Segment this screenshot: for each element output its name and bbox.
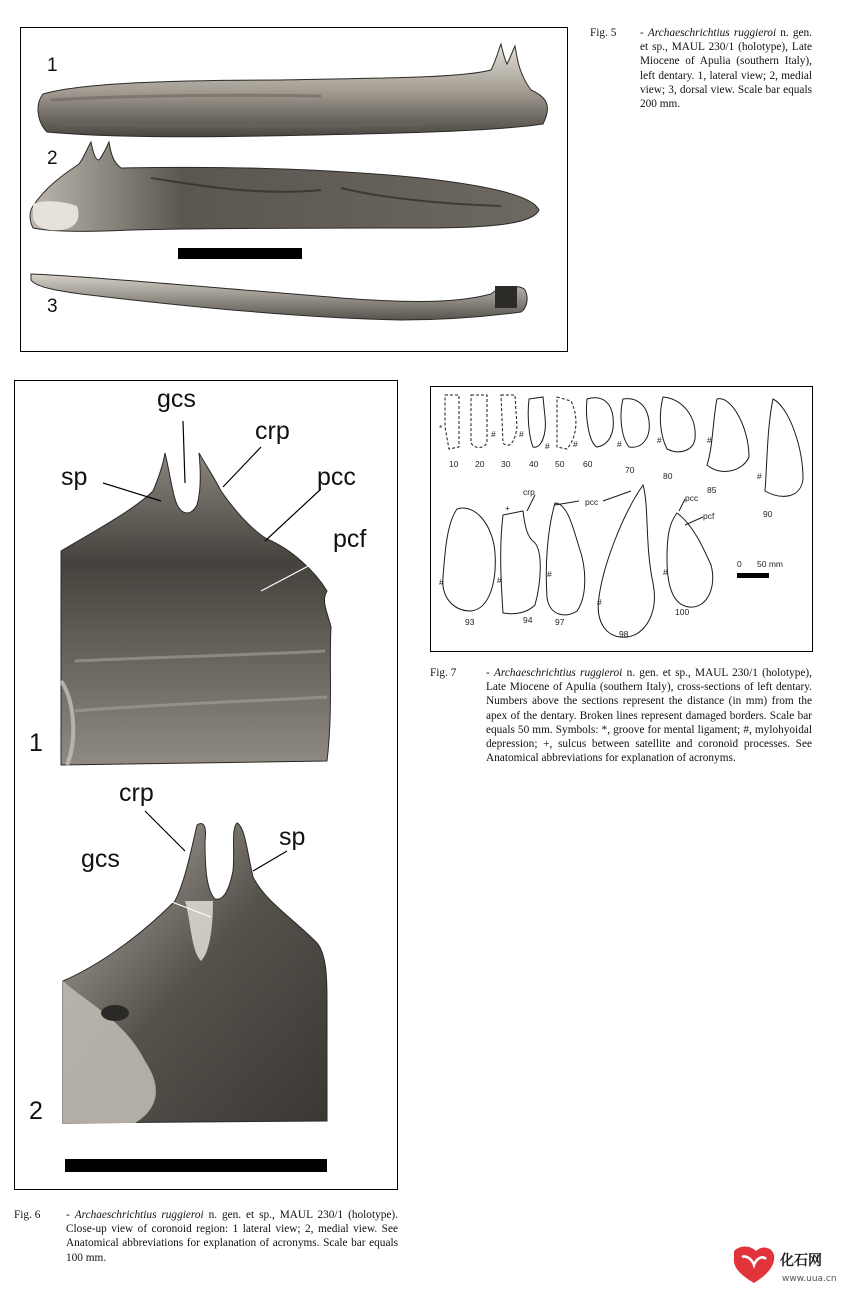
fig7-label-pcf: pcf <box>703 511 715 521</box>
fig7-num-94: 94 <box>523 615 533 625</box>
fig5-caption-label: Fig. 5 <box>590 27 617 39</box>
fig7-caption-species: Archaeschrichtius ruggieroi <box>494 667 623 679</box>
watermark-url: www.uua.cn <box>782 1274 837 1284</box>
fig6-frame <box>14 380 398 1190</box>
fig7-label-crp: crp <box>523 487 535 497</box>
fig7-section-97 <box>546 503 584 615</box>
fig7-symbol-hash-80: # <box>657 435 662 445</box>
fig7-num-80: 80 <box>663 471 673 481</box>
fig7-symbol-hash-98: # <box>597 597 602 607</box>
fig7-symbol-hash-30: # <box>519 429 524 439</box>
watermark-logo <box>730 1243 848 1287</box>
watermark-name: 化石网 <box>780 1253 822 1269</box>
fig7-caption-text: - Archaeschrichtius ruggieroi n. gen. et sp., MAUL 230/1 (holotype), Late Miocene of Apulia (southern Italy), cross-sections of left dentary. Numbers above the sections represent the distance (in mm) from the apex of the dentary. Broken lines represent damaged borders. Scale bar equals 50 mm. Symbols: *, groove for mental ligament; #, mylohyoidal depression; +, sulcus between satellite and coronoid processes. See Anatomical abbreviations for explanation of acronyms. <box>486 667 812 765</box>
fig7-num-70: 70 <box>625 465 635 475</box>
fig7-num-30: 30 <box>501 459 511 469</box>
fig7-num-50: 50 <box>555 459 565 469</box>
fig7-caption <box>430 666 812 826</box>
fig7-symbol-hash-97: # <box>547 569 552 579</box>
fig7-num-93: 93 <box>465 617 475 627</box>
fig7-symbol-plus: + <box>505 503 510 513</box>
fig7-num-60: 60 <box>583 459 593 469</box>
fig7-section-94 <box>501 511 541 614</box>
fig5-caption-text: - Archaeschrichtius ruggieroi n. gen. et sp., MAUL 230/1 (holotype), Late Miocene of Apulia (southern Italy), left dentary. 1, lateral view; 2, medial view; 3, dorsal view. Scale bar equals 200 mm. <box>640 27 812 111</box>
fig7-symbol-hash-93: # <box>439 577 444 587</box>
fig6-label-gcs: gcs <box>157 385 196 413</box>
fig7-section-93 <box>443 508 496 611</box>
fig7-num-85: 85 <box>707 485 717 495</box>
fig5-frame <box>20 27 568 352</box>
fig7-section-100 <box>667 513 713 607</box>
fig7-symbol-hash-100: # <box>663 567 668 577</box>
fig7-num-10: 10 <box>449 459 459 469</box>
fig7-num-100: 100 <box>675 607 690 617</box>
fig5-panel-1-number: 1 <box>47 55 58 76</box>
fig6-label-sp-2: sp <box>279 823 306 851</box>
fig7-caption-body: n. gen. et sp., MAUL 230/1 (holotype), Late Miocene of Apulia (southern Italy), cross-sections of left dentary. Numbers above the sections represent the distance (in mm) from the apex of the dentary. Broken lines represent damaged borders. Scale bar equals 50 mm. Symbols: *, groove for mental ligament; #, mylohyoidal depression; +, sulcus between satellite and coronoid processes. See Anatomical abbreviations for explanation of acronyms. <box>486 667 812 765</box>
fig5-dentary-photos <box>21 28 567 351</box>
fig6-caption-species: Archaeschrichtius ruggieroi <box>74 1209 204 1221</box>
fig7-section-40 <box>528 397 545 447</box>
fig6-coronoid-photos <box>15 381 397 1189</box>
fig5-dentary-lateral <box>38 44 547 137</box>
fig5-caption <box>590 26 812 146</box>
fig6-caption-body: n. gen. et sp., MAUL 230/1 (holotype). Close-up view of coronoid region: 1 lateral view; 2, medial view. See Anatomical abbreviations for explanation of acronyms. Scale bar equals 100 mm. <box>66 1209 398 1264</box>
fig7-num-40: 40 <box>529 459 539 469</box>
fig5-panel-3-number: 3 <box>47 296 58 317</box>
fig7-num-98: 98 <box>619 629 629 639</box>
fig7-section-85 <box>707 399 749 472</box>
fig6-label-sp: sp <box>61 463 88 491</box>
fig7-section-60 <box>586 398 613 447</box>
fig5-scale-bar <box>178 248 302 259</box>
fig5-dentary-dorsal <box>31 274 527 320</box>
fig5-dentary-medial-highlight <box>33 201 78 230</box>
fig7-symbol-hash-94: # <box>497 575 502 585</box>
fig6-label-gcs-2: gcs <box>81 845 120 873</box>
fig6-panel2-number: 2 <box>29 1097 43 1125</box>
fig7-section-70 <box>621 399 649 448</box>
fig7-symbol-hash-50: # <box>573 439 578 449</box>
fig6-panel1-number: 1 <box>29 729 43 757</box>
fig6-caption-label: Fig. 6 <box>14 1209 41 1221</box>
fig6-label-crp: crp <box>255 417 290 445</box>
fig7-symbol-hash-90: # <box>757 471 762 481</box>
fossil-logo-icon <box>730 1243 848 1287</box>
fig7-section-98 <box>598 485 654 637</box>
fig7-cross-sections <box>431 387 812 651</box>
fig7-num-20: 20 <box>475 459 485 469</box>
fig7-symbol-hash-85: # <box>707 435 712 445</box>
fig7-num-97: 97 <box>555 617 565 627</box>
fig5-dentary-medial <box>30 142 539 231</box>
fig7-symbol-hash-20: # <box>491 429 496 439</box>
fig7-section-90 <box>765 399 803 496</box>
fig7-scale-bar <box>737 573 769 578</box>
fig7-section-10 <box>445 395 459 449</box>
fig6-label-pcc: pcc <box>317 463 356 491</box>
fig7-scale-zero: 0 <box>737 559 742 569</box>
fig7-scale-value: 50 mm <box>757 559 783 569</box>
fig7-symbol-star: * <box>439 423 443 433</box>
fig7-label-pcc-2: pcc <box>685 493 699 503</box>
fig7-label-pcc: pcc <box>585 497 599 507</box>
fig6-panel1-bone <box>61 453 331 765</box>
fig7-symbol-hash-40: # <box>545 441 550 451</box>
fig7-frame <box>430 386 813 652</box>
fig7-section-80 <box>660 397 695 452</box>
fig7-symbol-hash-70: # <box>617 439 622 449</box>
fig6-scale-bar <box>65 1159 327 1172</box>
fig7-section-20 <box>471 395 487 448</box>
fig7-caption-label: Fig. 7 <box>430 667 457 679</box>
fig6-label-crp-2: crp <box>119 779 154 807</box>
fig6-label-pcf: pcf <box>333 525 367 553</box>
fig6-caption-text: - Archaeschrichtius ruggieroi n. gen. et sp., MAUL 230/1 (holotype). Close-up view of coronoid region: 1 lateral view; 2, medial view. See Anatomical abbreviations for explanation of acronyms. Scale bar equals 100 mm. <box>66 1209 398 1264</box>
fig6-caption <box>14 1208 398 1272</box>
fig7-section-30 <box>501 395 517 445</box>
fig5-caption-body: n. gen. et sp., MAUL 230/1 (holotype), Late Miocene of Apulia (southern Italy), left dentary. 1, lateral view; 2, medial view; 3, dorsal view. Scale bar equals 200 mm. <box>640 27 812 111</box>
fig5-panel-2-number: 2 <box>47 148 58 169</box>
fig7-num-90: 90 <box>763 509 773 519</box>
fig5-caption-species: Archaeschrichtius ruggieroi <box>647 27 777 39</box>
